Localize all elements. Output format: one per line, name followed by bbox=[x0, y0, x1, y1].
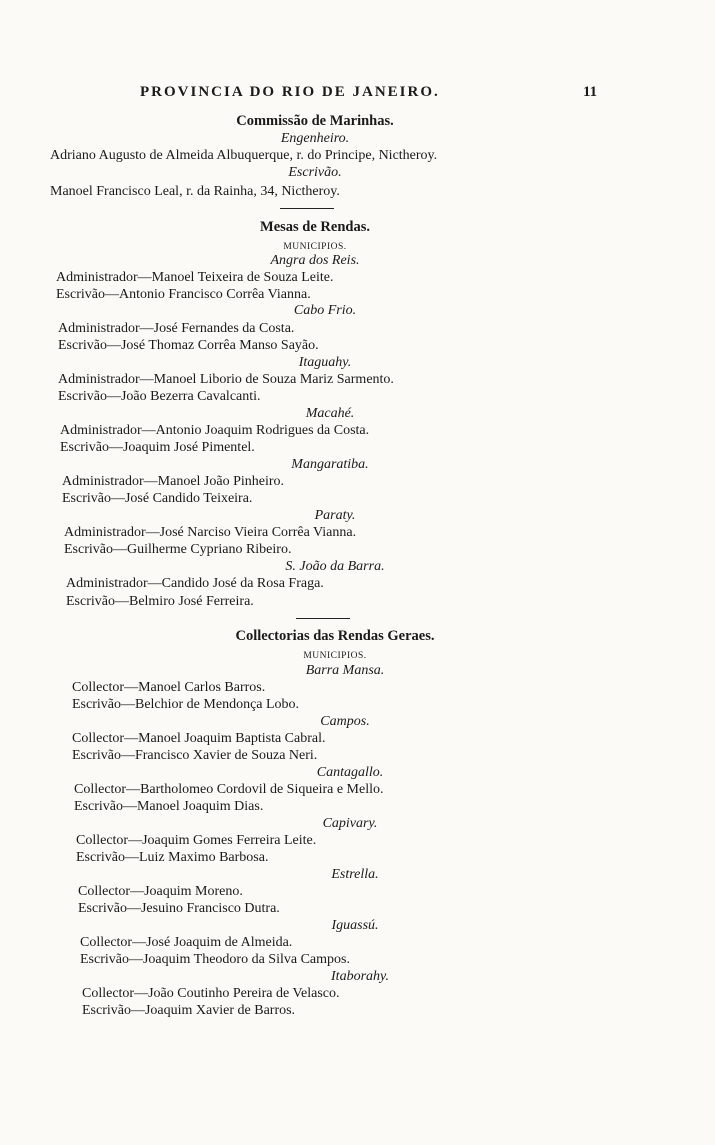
entry-line: Administrador—Manoel Liborio de Souza Mariz Sarmento. bbox=[58, 372, 394, 387]
section-heading-commissao: Commissão de Marinhas. bbox=[236, 113, 394, 129]
municipality-heading: Itaborahy. bbox=[331, 969, 389, 984]
entry-line: Escrivão—Jesuino Francisco Dutra. bbox=[78, 901, 280, 916]
entry-line: Escrivão—Francisco Xavier de Souza Neri. bbox=[72, 748, 318, 763]
municipality-heading: Iguassú. bbox=[331, 918, 379, 933]
entry-line: Escrivão—Luiz Maximo Barbosa. bbox=[76, 850, 269, 865]
role-heading: Escrivão. bbox=[288, 165, 342, 180]
municipality-heading: Estrella. bbox=[331, 867, 379, 882]
municipality-heading: Angra dos Reis. bbox=[270, 253, 360, 268]
entry-line: Escrivão—Belchior de Mendonça Lobo. bbox=[72, 697, 300, 712]
municipality-heading: Macahé. bbox=[305, 406, 355, 421]
section-rule bbox=[296, 618, 350, 619]
municipality-heading: Capivary. bbox=[322, 816, 378, 831]
entry-line: Collector—Manoel Joaquim Baptista Cabral. bbox=[72, 731, 326, 746]
entry-line: Escrivão—José Thomaz Corrêa Manso Sayão. bbox=[58, 338, 319, 353]
entry-line: Escrivão—José Candido Teixeira. bbox=[62, 491, 253, 506]
entry-line: Collector—Bartholomeo Cordovil de Siqueira e Mello. bbox=[74, 782, 384, 797]
entry-line: Administrador—Manoel Teixeira de Souza Leite. bbox=[56, 270, 334, 285]
section-heading-collectorias: Collectorias das Rendas Geraes. bbox=[235, 628, 435, 644]
entry-line: Adriano Augusto de Almeida Albuquerque, r. do Principe, Nictheroy. bbox=[50, 148, 438, 163]
subheading-municipios: MUNICIPIOS. bbox=[303, 651, 367, 661]
entry-line: Collector—José Joaquim de Almeida. bbox=[80, 935, 293, 950]
entry-line: Escrivão—Antonio Francisco Corrêa Vianna. bbox=[56, 287, 311, 302]
entry-line: Collector—João Coutinho Pereira de Velasco. bbox=[82, 986, 340, 1001]
municipality-heading: S. João da Barra. bbox=[285, 559, 385, 574]
municipality-heading: Barra Mansa. bbox=[305, 663, 385, 678]
entry-line: Administrador—Candido José da Rosa Fraga. bbox=[66, 576, 324, 591]
entry-line: Escrivão—Joaquim Theodoro da Silva Campos. bbox=[80, 952, 350, 967]
role-heading: Engenheiro. bbox=[280, 131, 350, 146]
entry-line: Collector—Joaquim Gomes Ferreira Leite. bbox=[76, 833, 317, 848]
entry-line: Administrador—José Fernandes da Costa. bbox=[58, 321, 295, 336]
entry-line: Collector—Joaquim Moreno. bbox=[78, 884, 243, 899]
entry-line: Escrivão—Joaquim Xavier de Barros. bbox=[82, 1003, 296, 1018]
entry-line: Administrador—Manoel João Pinheiro. bbox=[62, 474, 285, 489]
subheading-municipios: MUNICIPIOS. bbox=[283, 242, 347, 252]
municipality-heading: Cantagallo. bbox=[316, 765, 384, 780]
entry-line: Administrador—José Narciso Vieira Corrêa Vianna. bbox=[64, 525, 357, 540]
entry-line: Escrivão—João Bezerra Cavalcanti. bbox=[58, 389, 261, 404]
municipality-heading: Paraty. bbox=[314, 508, 356, 523]
running-header bbox=[0, 84, 715, 104]
entry-line: Escrivão—Manoel Joaquim Dias. bbox=[74, 799, 264, 814]
entry-line: Escrivão—Joaquim José Pimentel. bbox=[60, 440, 255, 455]
page-number: 11 bbox=[583, 84, 598, 100]
section-rule bbox=[280, 208, 334, 209]
municipality-heading: Campos. bbox=[320, 714, 370, 729]
entry-line: Manoel Francisco Leal, r. da Rainha, 34, Nictheroy. bbox=[50, 184, 340, 199]
municipality-heading: Mangaratiba. bbox=[291, 457, 369, 472]
section-heading-mesas: Mesas de Rendas. bbox=[260, 219, 370, 235]
municipality-heading: Itaguahy. bbox=[298, 355, 352, 370]
entry-line: Collector—Manoel Carlos Barros. bbox=[72, 680, 266, 695]
running-title: PROVINCIA DO RIO DE JANEIRO. bbox=[140, 84, 440, 100]
entry-line: Escrivão—Guilherme Cypriano Ribeiro. bbox=[64, 542, 292, 557]
municipality-heading: Cabo Frio. bbox=[293, 303, 357, 318]
entry-line: Escrivão—Belmiro José Ferreira. bbox=[66, 594, 254, 609]
entry-line: Administrador—Antonio Joaquim Rodrigues da Costa. bbox=[60, 423, 370, 438]
